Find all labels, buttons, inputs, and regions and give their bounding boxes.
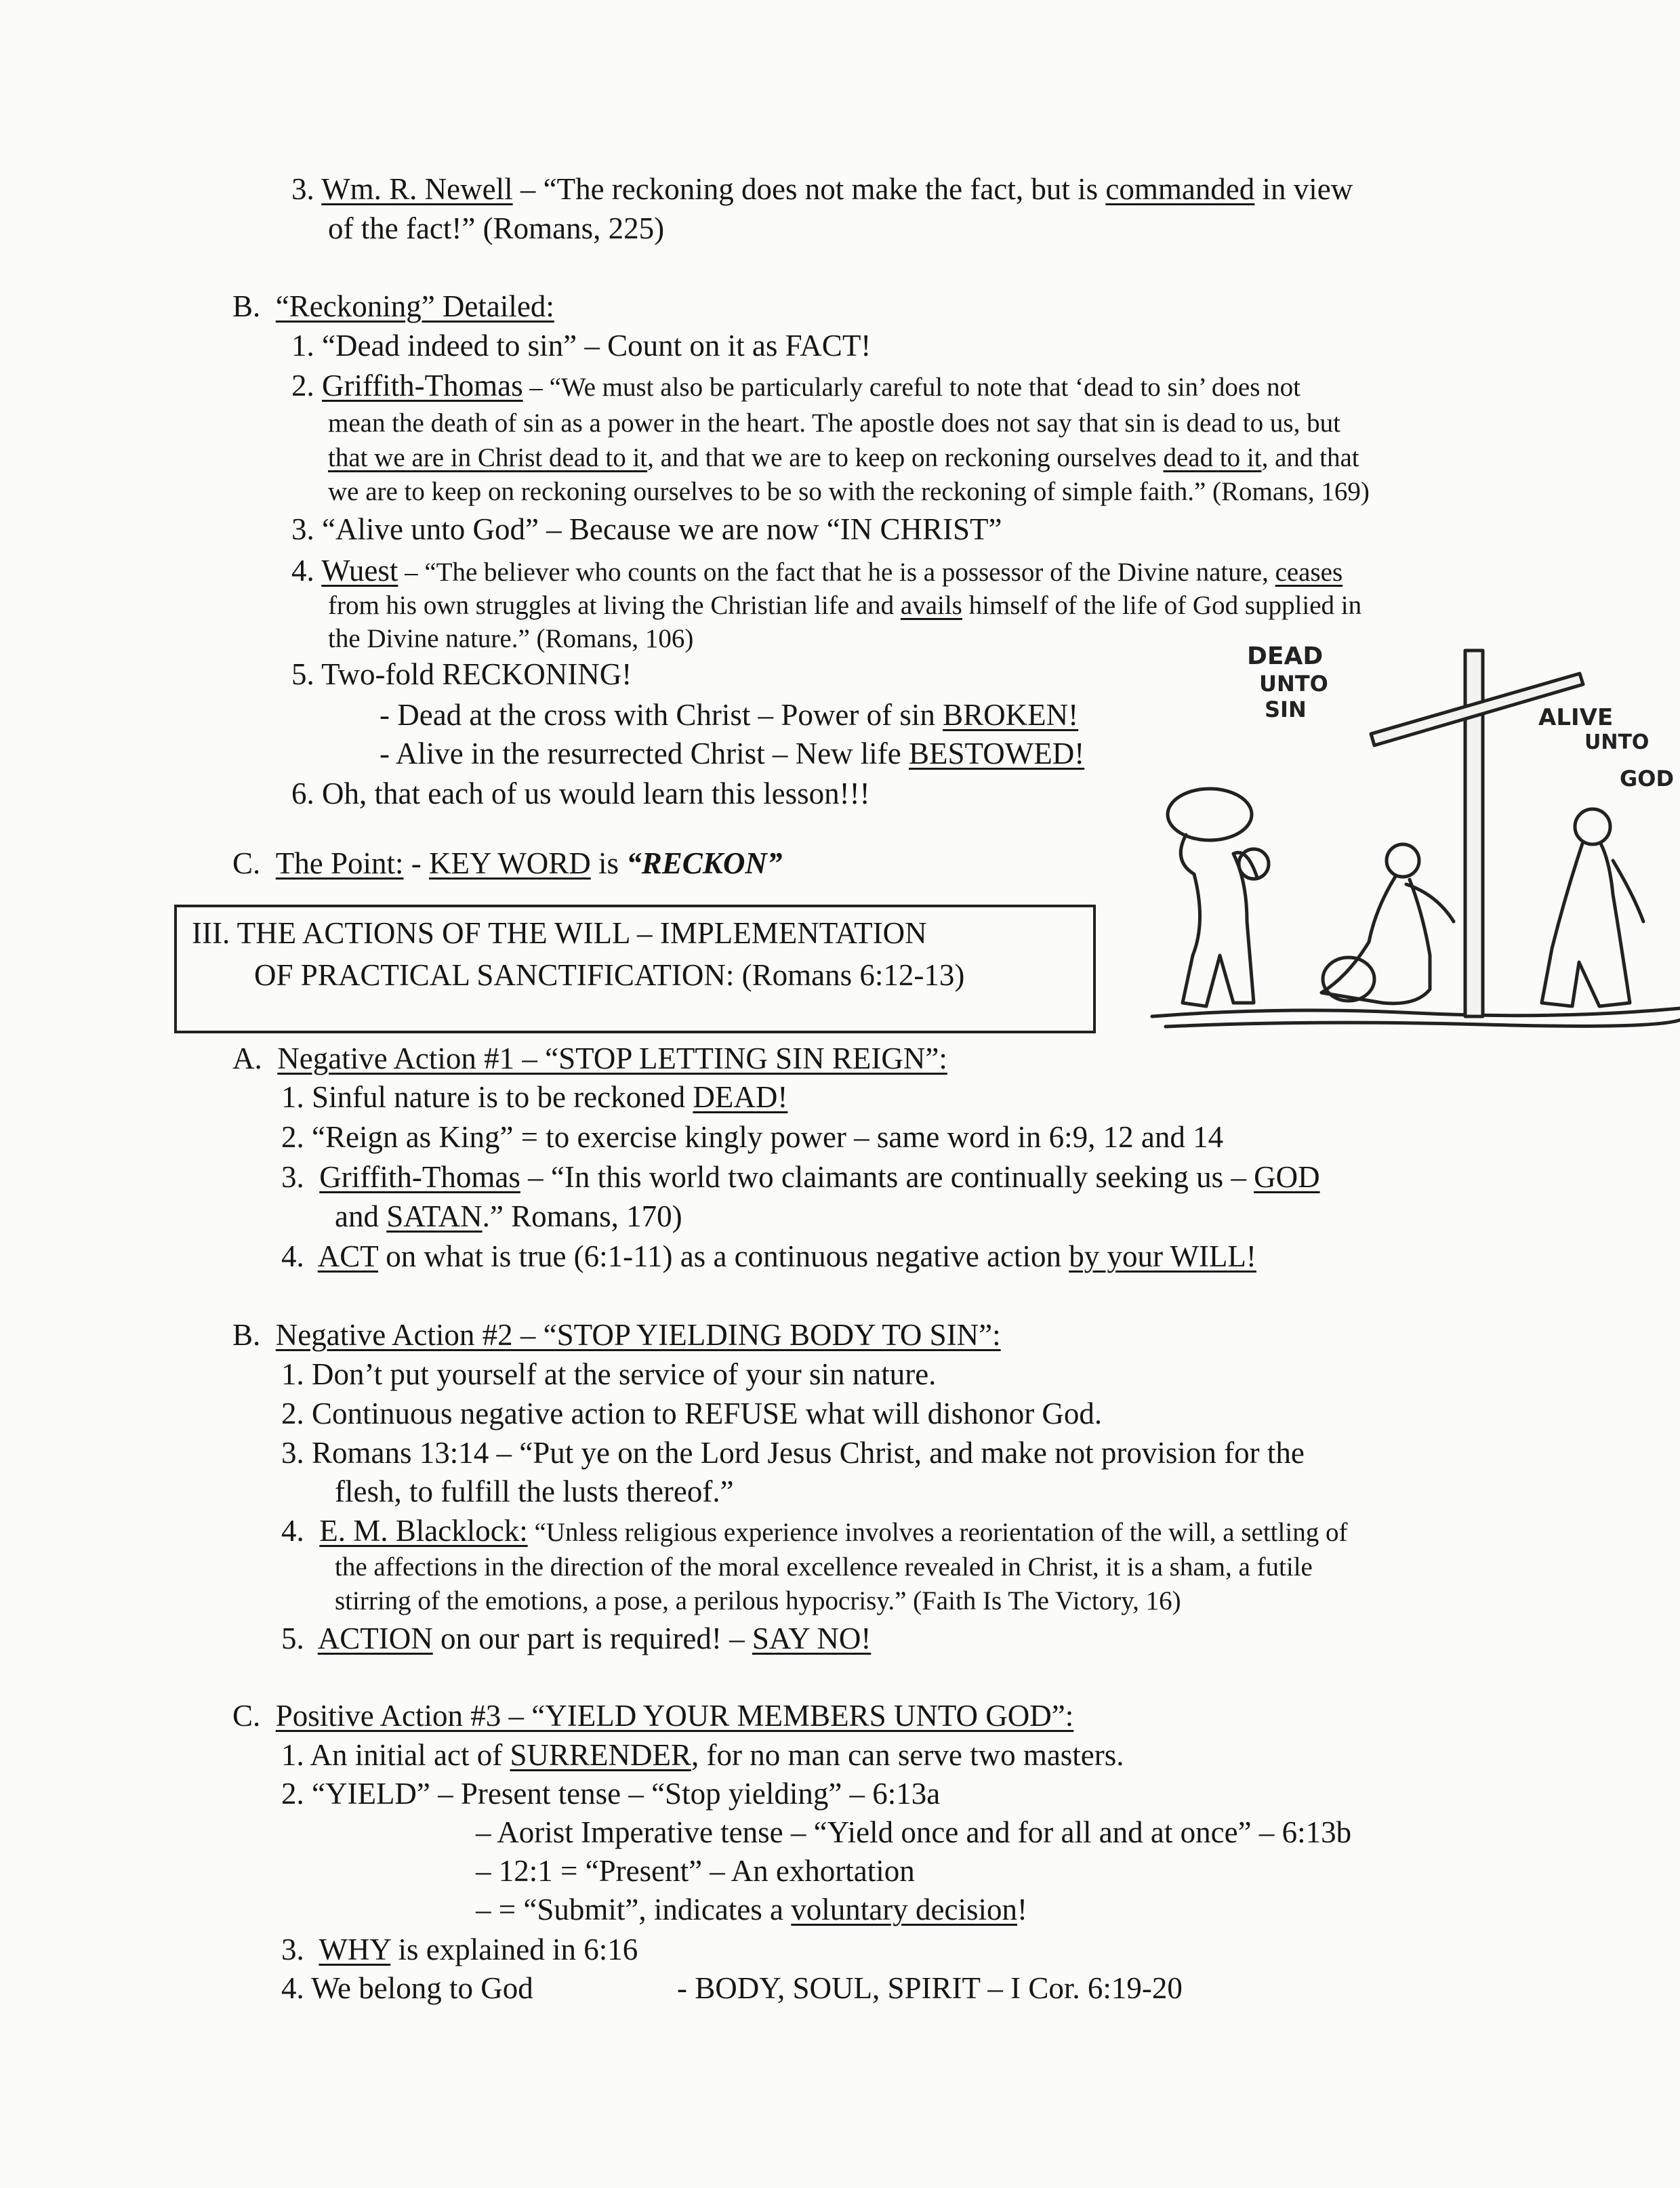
author-name: Griffith-Thomas [322,369,523,402]
quote-text: – “The believer who counts on the fact that he is a possessor of the Divine nature, [398,558,1275,587]
emphasis: ACT [317,1239,378,1273]
nb-item-4-line2: the affections in the direction of the moral excellence revealed in Christ, it is a sham, a futile [335,1552,1313,1582]
dead-label-line2: UNTO [1259,671,1328,697]
section-iii-title-line2: OF PRACTICAL SANCTIFICATION: (Romans 6:12-13) [254,958,965,992]
pc-item-2-line4 [476,1893,1027,1927]
sub-text: - Dead at the cross with Christ – Power of sin [380,698,943,732]
dead-label-line3: SIN [1265,697,1307,722]
item-text: – = “Submit”, indicates a [476,1893,792,1926]
item-number: 4. [291,554,314,587]
emphasis: BESTOWED! [909,737,1085,770]
kneeling-figure [1322,875,1430,1004]
quote-text: himself of the life of God supplied in [962,591,1362,620]
alive-label-line1: ALIVE [1538,704,1614,731]
section-title: The Point: [275,846,404,880]
quote-text: from his own struggles at living the Christian life and [328,591,901,620]
section-b-heading [232,290,554,324]
section-letter: B. [232,1318,261,1352]
negative-action-1-heading [232,1042,947,1076]
key-word-label: KEY WORD [429,846,591,880]
alive-label-line2: UNTO [1584,730,1650,754]
item-number: 2. [291,369,314,402]
author-name: Wuest [321,554,398,587]
pc-item-2-line2: – Aorist Imperative tense – “Yield once and for all and at once” – 6:13b [476,1815,1352,1849]
item-number: 3. [281,1160,304,1194]
cross-illustration [1145,637,1680,1057]
item-number: 3. [281,1933,304,1966]
newell-quote-line2: of the fact!” (Romans, 225) [328,211,665,245]
ground-line [1166,1020,1680,1027]
b-item-3: 3. “Alive unto God” – Because we are now “IN CHRIST” [291,512,1002,546]
key-word: “RECKON” [626,846,783,880]
b-item-2-line2: mean the death of sin as a power in the heart. The apostle does not say that sin is dead to us, but [328,409,1340,438]
walking-head [1575,809,1610,844]
quote-text: and [335,1199,387,1233]
item-text: 1. Sinful nature is to be reckoned [281,1080,693,1114]
positive-action-3-heading [232,1699,1073,1733]
b-item-4-line1 [291,554,1343,588]
emphasis: SATAN [386,1199,483,1233]
na-item-1 [281,1081,787,1115]
na-item-4 [281,1240,1256,1274]
author-name: E. M. Blacklock: [319,1514,528,1548]
connector: is [590,846,627,880]
item-text: 1. An initial act of [281,1738,510,1772]
section-title: “Reckoning” Detailed: [275,289,554,323]
section-iii-title-line1: III. THE ACTIONS OF THE WILL – IMPLEMENTATION [192,916,927,950]
item-text: ! [1017,1893,1027,1926]
item-text: - BODY, SOUL, SPIRIT – I Cor. 6:19-20 [677,1971,1183,2005]
pc-item-2-line1: 2. “YIELD” – Present tense – “Stop yielding” – 6:13a [281,1777,941,1811]
section-letter: C. [232,846,261,880]
b-item-1: 1. “Dead indeed to sin” – Count on it as FACT! [291,329,872,363]
item-number: 5. [281,1622,304,1655]
author-name: Griffith-Thomas [319,1160,520,1194]
emphasis: avails [900,591,962,620]
negative-action-2-heading [232,1319,1001,1353]
dead-label-line1: DEAD [1247,642,1324,670]
quote-text: , and that we are to keep on reckoning ourselves [647,443,1164,472]
b-item-2-line1 [291,369,1300,403]
b-item-5-sub-a [380,699,1078,732]
burden-sack [1168,789,1252,840]
item-text: , for no man can serve two masters. [691,1738,1124,1772]
kneeling-head [1387,844,1419,877]
na-item-2: 2. “Reign as King” = to exercise kingly power – same word in 6:9, 12 and 14 [281,1120,1224,1154]
nb-item-4-line3: stirring of the emotions, a pose, a perilous hypocrisy.” (Faith Is The Victory, 16) [335,1586,1181,1615]
b-item-5: 5. Two-fold RECKONING! [291,657,632,691]
b-item-4-line2 [328,592,1361,621]
emphasis: WHY [319,1933,391,1966]
section-title: Negative Action #1 – “STOP LETTING SIN REIGN”: [277,1041,947,1075]
b-item-4-line3: the Divine nature.” (Romans, 106) [328,624,694,653]
emphasis: dead to it [1163,443,1262,472]
nb-item-5 [281,1622,871,1656]
emphasis: DEAD! [693,1080,788,1114]
newell-quote-line1 [291,173,1353,207]
alive-label-line3: GOD [1620,766,1675,791]
sub-text: - Alive in the resurrected Christ – New life [380,737,909,770]
nb-item-3-line2: flesh, to fulfill the lusts thereof.” [335,1474,734,1508]
quote-text: – “We must also be particularly careful to note that ‘dead to sin’ does not [523,373,1300,402]
item-text: on what is true (6:1-11) as a continuous negative action [377,1239,1069,1273]
pc-item-1 [281,1739,1124,1773]
emphasis: ACTION [317,1622,433,1655]
dropped-sack [1323,957,1374,1001]
nb-item-1: 1. Don’t put yourself at the service of your sin nature. [281,1357,937,1391]
quote-text: – “The reckoning does not make the fact, but is [512,172,1106,206]
emphasis: SURRENDER [510,1738,691,1772]
emphasis: SAY NO! [752,1622,872,1655]
emphasis: GOD [1254,1160,1320,1194]
nb-item-4-line1 [281,1514,1347,1548]
quote-text: “Unless religious experience involves a reorientation of the will, a settling of [527,1518,1348,1547]
na-item-3-line2 [335,1200,682,1234]
na-item-3-line1 [281,1161,1320,1195]
author-name: Wm. R. Newell [321,172,513,206]
b-item-5-sub-b [380,737,1084,771]
burdened-figure [1181,835,1254,1006]
section-letter: A. [232,1041,262,1075]
item-number: 4. [281,1239,304,1273]
section-letter: B. [232,289,261,323]
ground-line [1152,1008,1680,1016]
quote-text: in view [1254,172,1353,206]
b-item-2-line4: we are to keep on reckoning ourselves to be so with the reckoning of simple faith.” (Romans, 169) [328,477,1370,506]
emphasis: voluntary decision [791,1893,1017,1926]
quote-text: .” Romans, 170) [482,1199,682,1233]
emphasis: ceases [1275,558,1343,587]
emphasis: by your WILL! [1069,1239,1256,1273]
quote-text: – “In this world two claimants are continually seeking us – [520,1160,1254,1194]
pc-item-2-line3: – 12:1 = “Present” – An exhortation [476,1854,915,1888]
pc-item-4 [281,1971,1183,2006]
quote-text: , and that [1261,443,1359,472]
b-item-2-line3 [328,444,1359,473]
item-text: is explained in 6:16 [390,1933,638,1966]
b-item-6: 6. Oh, that each of us would learn this lesson!!! [291,777,870,810]
item-number: 4. [281,1514,304,1548]
section-title: Positive Action #3 – “YIELD YOUR MEMBERS UNTO GOD”: [275,1699,1074,1733]
item-text: on our part is required! – [432,1622,752,1655]
item-text: 4. We belong to God [281,1971,533,2005]
nb-item-3-line1: 3. Romans 13:14 – “Put ye on the Lord Jesus Christ, and make not provision for the [281,1436,1305,1470]
emphasis: that we are in Christ dead to it [328,443,648,472]
emphasis: BROKEN! [943,698,1079,732]
nb-item-2: 2. Continuous negative action to REFUSE what will dishonor God. [281,1397,1103,1430]
item-number: 3. [291,172,314,206]
section-c-point [232,847,782,881]
section-title: Negative Action #2 – “STOP YIELDING BODY TO SIN”: [275,1318,1001,1352]
separator: - [403,846,430,880]
pc-item-3 [281,1933,638,1967]
section-letter: C. [232,1699,261,1733]
emphasis-commanded: commanded [1105,172,1255,206]
